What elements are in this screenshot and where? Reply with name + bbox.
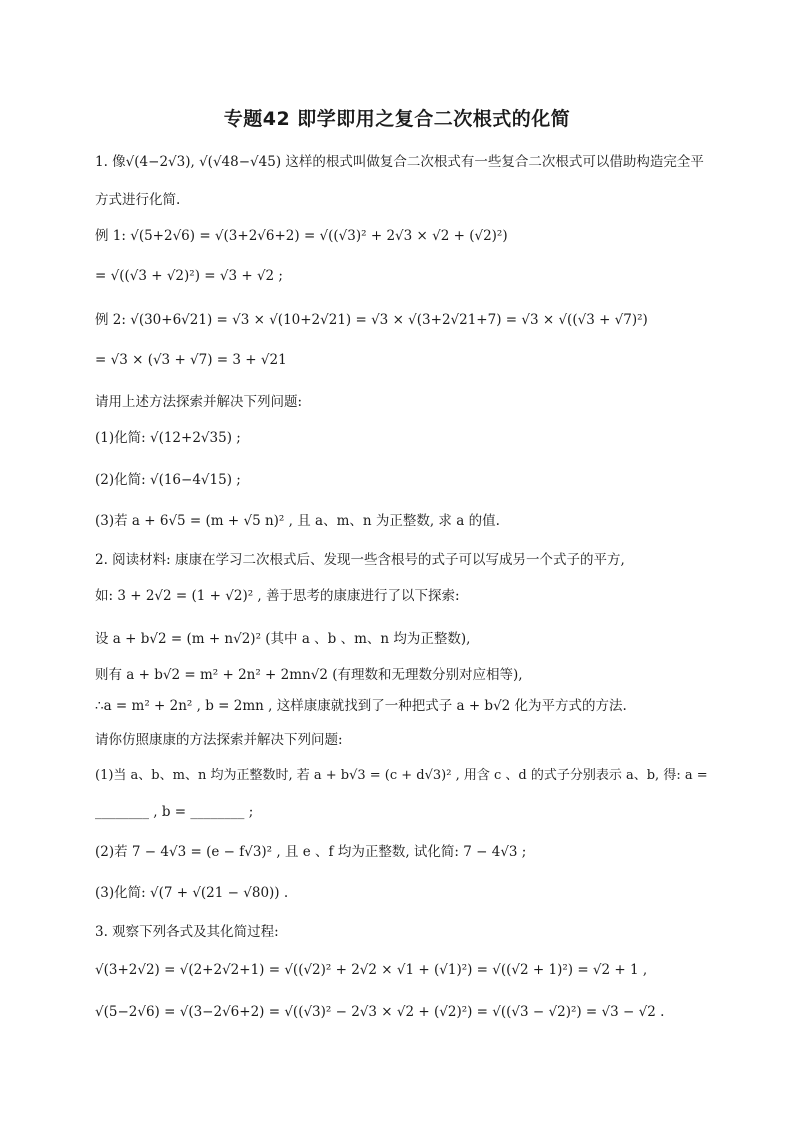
- question-2-3: (3)化简: √(7 + √(21 − √80)) .: [95, 885, 289, 901]
- example-1: 例 1: √(5+2√6) = √(3+2√6+2) = √((√3)² + 2√3 × √2 + (√2)²): [95, 228, 508, 244]
- question-2-2: (2)若 7 − 4√3 = (e − f√3)² , 且 e 、f 均为正整数, 试化简: 7 − 4√3 ;: [95, 844, 527, 860]
- question-1-3: (3)若 a + 6√5 = (m + √5 n)² , 且 a、m、n 为正整数, 求 a 的值.: [95, 513, 500, 529]
- problem-3-example-2: √(5−2√6) = √(3−2√6+2) = √((√3)² − 2√3 × √2 + (√2)²) = √((√3 − √2)²) = √3 − √2 .: [95, 1004, 665, 1020]
- question-1-1: (1)化简: √(12+2√35) ;: [95, 430, 241, 446]
- problem-2-expand: 则有 a + b√2 = m² + 2n² + 2mn√2 (有理数和无理数分别对应相等),: [95, 667, 523, 683]
- problem-3-intro: 3. 观察下列各式及其化简过程:: [95, 924, 279, 940]
- example-2-result: = √3 × (√3 + √7) = 3 + √21: [95, 352, 287, 368]
- question-2-1: (1)当 a、b、m、n 均为正整数时, 若 a + b√3 = (c + d√3)² , 用含 c 、d 的式子分别表示 a、b, 得: a =: [95, 768, 708, 783]
- instruction-2: 请你仿照康康的方法探索并解决下列问题:: [95, 732, 343, 748]
- problem-1-intro-cont: 方式进行化简.: [95, 192, 181, 208]
- problem-2-example: 如: 3 + 2√2 = (1 + √2)² , 善于思考的康康进行了以下探索:: [95, 588, 460, 604]
- example-2: 例 2: √(30+6√21) = √3 × √(10+2√21) = √3 × √(3+2√21+7) = √3 × √((√3 + √7)²): [95, 312, 648, 328]
- page-title: 专题42 即学即用之复合二次根式的化简: [223, 108, 571, 130]
- problem-3-example-1: √(3+2√2) = √(2+2√2+1) = √((√2)² + 2√2 × √1 + (√1)²) = √((√2 + 1)²) = √2 + 1 ,: [95, 962, 648, 978]
- question-1-2: (2)化简: √(16−4√15) ;: [95, 472, 241, 488]
- problem-1-intro: 1. 像√(4−2√3), √(√48−√45) 这样的根式叫做复合二次根式有一些复合二次根式可以借助构造完全平: [95, 154, 704, 170]
- problem-2-intro: 2. 阅读材料: 康康在学习二次根式后、发现一些含根号的式子可以写成另一个式子的平方,: [95, 552, 625, 568]
- question-2-1-blanks: ________ , b = ________ ;: [95, 804, 254, 820]
- instruction-1: 请用上述方法探索并解决下列问题:: [95, 394, 303, 410]
- problem-2-conclusion: ∴a = m² + 2n² , b = 2mn , 这样康康就找到了一种把式子 a + b√2 化为平方式的方法.: [95, 698, 627, 714]
- problem-2-setup: 设 a + b√2 = (m + n√2)² (其中 a 、b 、m、n 均为正整数),: [95, 631, 471, 647]
- example-1-result: = √((√3 + √2)²) = √3 + √2 ;: [95, 268, 283, 284]
